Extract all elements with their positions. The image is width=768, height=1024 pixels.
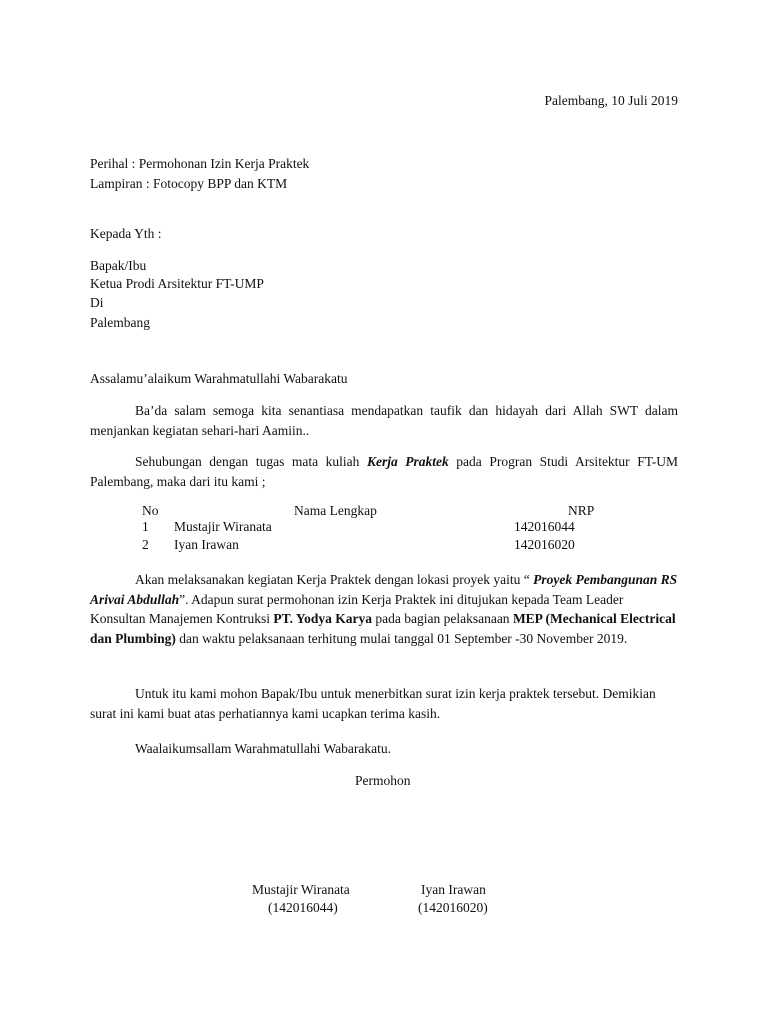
paragraph-opening: Ba’da salam semoga kita senantiasa mendapatkan taufik dan hidayah dari Allah SWT dalam menjankan kegiatan sehari-hari Aamiin.. bbox=[90, 403, 678, 438]
greeting: Assalamu’alaikum Warahmatullahi Wabarakatu bbox=[90, 371, 348, 386]
recipient-line: Ketua Prodi Arsitektur FT-UMP bbox=[90, 276, 264, 291]
header-no: No bbox=[142, 503, 159, 518]
row-name: Mustajir Wiranata bbox=[174, 519, 272, 534]
company-name: PT. Yodya Karya bbox=[273, 611, 372, 626]
header-nrp: NRP bbox=[568, 503, 595, 518]
row-nrp: 142016020 bbox=[514, 537, 575, 552]
signer-name: Iyan Irawan bbox=[421, 882, 486, 897]
paragraph-activity: Akan melaksanakan kegiatan Kerja Praktek dengan lokasi proyek yaitu “ Proyek Pembangunan RS Arivai Abdullah”. Adapun surat permohonan izin Kerja Praktek ini ditujukan kepada Team Leader Konsultan Manajemen Kontruksi PT. Yodya Karya pada bagian pelaksanaan MEP (Mechanical Electrical dan Plumbing) dan waktu pelaksanaan terhitung mulai tanggal 01 September -30 November 2019. bbox=[90, 572, 678, 646]
recipient-line: Di bbox=[90, 295, 104, 310]
signer-nrp: (142016044) bbox=[268, 900, 338, 915]
row-name: Iyan Irawan bbox=[174, 537, 239, 552]
signer-name: Mustajir Wiranata bbox=[252, 882, 350, 897]
recipient-line: Bapak/Ibu bbox=[90, 258, 147, 273]
closing-salutation: Waalaikumsallam Warahmatullahi Wabarakatu. bbox=[135, 741, 392, 756]
sign-label: Permohon bbox=[355, 773, 411, 788]
signer-nrp: (142016020) bbox=[418, 900, 488, 915]
department-name: MEP (Mechanical Electrical dan Plumbing) bbox=[90, 611, 676, 646]
table-row bbox=[90, 536, 678, 554]
place-date: Palembang, 10 Juli 2019 bbox=[544, 93, 678, 108]
subject-line: Perihal : Permohonan Izin Kerja Praktek bbox=[90, 156, 310, 171]
attachment-line: Lampiran : Fotocopy BPP dan KTM bbox=[90, 176, 288, 191]
table-row bbox=[90, 518, 678, 536]
paragraph-purpose: Sehubungan dengan tugas mata kuliah Kerja Praktek pada Progran Studi Arsitektur FT-UM Palembang, maka dari itu kami ; bbox=[90, 454, 678, 489]
project-name: Proyek Pembangunan RS Arivai Abdullah bbox=[90, 572, 678, 607]
recipient-line: Palembang bbox=[90, 315, 150, 330]
header-name: Nama Lengkap bbox=[294, 503, 377, 518]
row-nrp: 142016044 bbox=[514, 519, 575, 534]
paragraph-request: Untuk itu kami mohon Bapak/Ibu untuk menerbitkan surat izin kerja praktek tersebut. Demikian surat ini kami buat atas perhatiannya kami ucapkan terima kasih. bbox=[90, 686, 656, 721]
course-name: Kerja Praktek bbox=[366, 454, 449, 469]
row-no: 1 bbox=[142, 519, 149, 534]
to-label: Kepada Yth : bbox=[90, 226, 162, 241]
row-no: 2 bbox=[142, 537, 149, 552]
